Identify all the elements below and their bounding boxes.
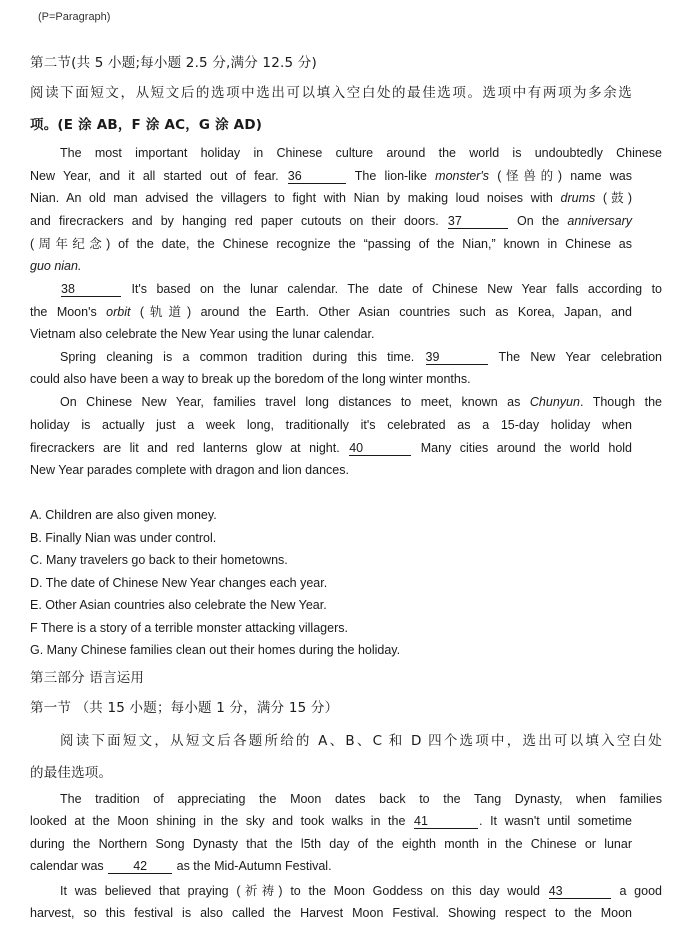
blank-42: 42: [108, 860, 172, 874]
passage1-line: New Year, and it all started out of fear. 36 The lion-like monster's (怪兽的) name was: [30, 169, 632, 183]
passage1-line: Spring cleaning is a common tradition during this time. 39 The New Year celebration: [60, 350, 662, 364]
blank-43: 43: [549, 885, 611, 899]
passage1-line: firecrackers are lit and red lanterns glow at night. 40 Many cities around the world hold: [30, 441, 632, 455]
part-instructions: 阅读下面短文，从短文后各题所给的 A、B、C 和 D 四个选项中，选出可以填入空白处: [60, 733, 662, 749]
blank-36: 36: [288, 170, 346, 184]
section-instructions: 阅读下面短文，从短文后的选项中选出可以填入空白处的最佳选项。选项中有两项为多余选: [30, 85, 632, 101]
passage2-line: looked at the Moon shining in the sky and took walks in the 41 . It wasn't until sometime: [30, 814, 632, 828]
option-b: B. Finally Nian was under control.: [30, 531, 217, 545]
blank-37: 37: [448, 215, 508, 229]
passage1-line: could also have been a way to break up the boredom of the long winter months.: [30, 372, 471, 386]
passage1-line: Nian. An old man advised the villagers to fight with Nian by making loud noises with drums (鼓): [30, 191, 632, 205]
option-d: D. The date of Chinese New Year changes each year.: [30, 576, 328, 590]
section-instructions-cont: 项。(E 涂 AB，F 涂 AC，G 涂 AD): [30, 117, 263, 133]
passage2-line: harvest, so this festival is also called the Harvest Moon Festival. Showing respect to the Moon: [30, 906, 632, 920]
passage2-line: calendar was 42 as the Mid-Autumn Festival.: [30, 859, 332, 873]
blank-40: 40: [349, 442, 411, 456]
section-heading: 第二节(共 5 小题;每小题 2.5 分,满分 12.5 分): [30, 55, 317, 71]
passage1-line: guo nian.: [30, 259, 82, 273]
passage1-line: holiday is actually just a week long, traditionally it's celebrated as a 15-day holiday when: [30, 418, 632, 432]
blank-38: 38: [61, 283, 121, 297]
passage2-line: It was believed that praying (祈祷) to the Moon Goddess on this day would 43 a good: [60, 884, 662, 898]
paragraph-note: (P=Paragraph): [38, 11, 111, 23]
option-c: C. Many travelers go back to their hometowns.: [30, 553, 288, 567]
part-heading: 第三部分 语言运用: [30, 670, 145, 686]
passage1-line: and firecrackers and by hanging red paper cutouts on their doors. 37 On the anniversary: [30, 214, 633, 228]
passage1-line: Vietnam also celebrate the New Year using the lunar calendar.: [30, 327, 375, 341]
part-instructions-cont: 的最佳选项。: [30, 765, 113, 781]
passage2-line: The tradition of appreciating the Moon dates back to the Tang Dynasty, when families: [60, 792, 662, 806]
option-f: F There is a story of a terrible monster attacking villagers.: [30, 621, 348, 635]
option-e: E. Other Asian countries also celebrate the New Year.: [30, 598, 327, 612]
passage1-line: New Year parades complete with dragon and lion dances.: [30, 463, 349, 477]
blank-41: 41: [414, 815, 478, 829]
passage1-line: 38 It's based on the lunar calendar. The date of Chinese New Year falls according to: [61, 282, 662, 296]
option-g: G. Many Chinese families clean out their homes during the holiday.: [30, 643, 401, 657]
passage2-line: during the Northern Song Dynasty that the l5th day of the eighth month in the Chinese or lunar: [30, 837, 632, 851]
passage1-line: (周年纪念) of the date, the Chinese recognize the “passing of the Nian,” known in Chinese as: [30, 237, 632, 251]
passage1-line: On Chinese New Year, families travel long distances to meet, known as Chunyun. Though the: [60, 395, 662, 409]
part-subheading: 第一节 （共 15 小题；每小题 1 分，满分 15 分）: [30, 700, 339, 716]
passage1-line: the Moon's orbit (轨道) around the Earth. Other Asian countries such as Korea, Japan, and: [30, 305, 632, 319]
blank-39: 39: [426, 351, 488, 365]
passage1-line: The most important holiday in Chinese culture around the world is undoubtedly Chinese: [60, 146, 662, 160]
option-a: A. Children are also given money.: [30, 508, 217, 522]
